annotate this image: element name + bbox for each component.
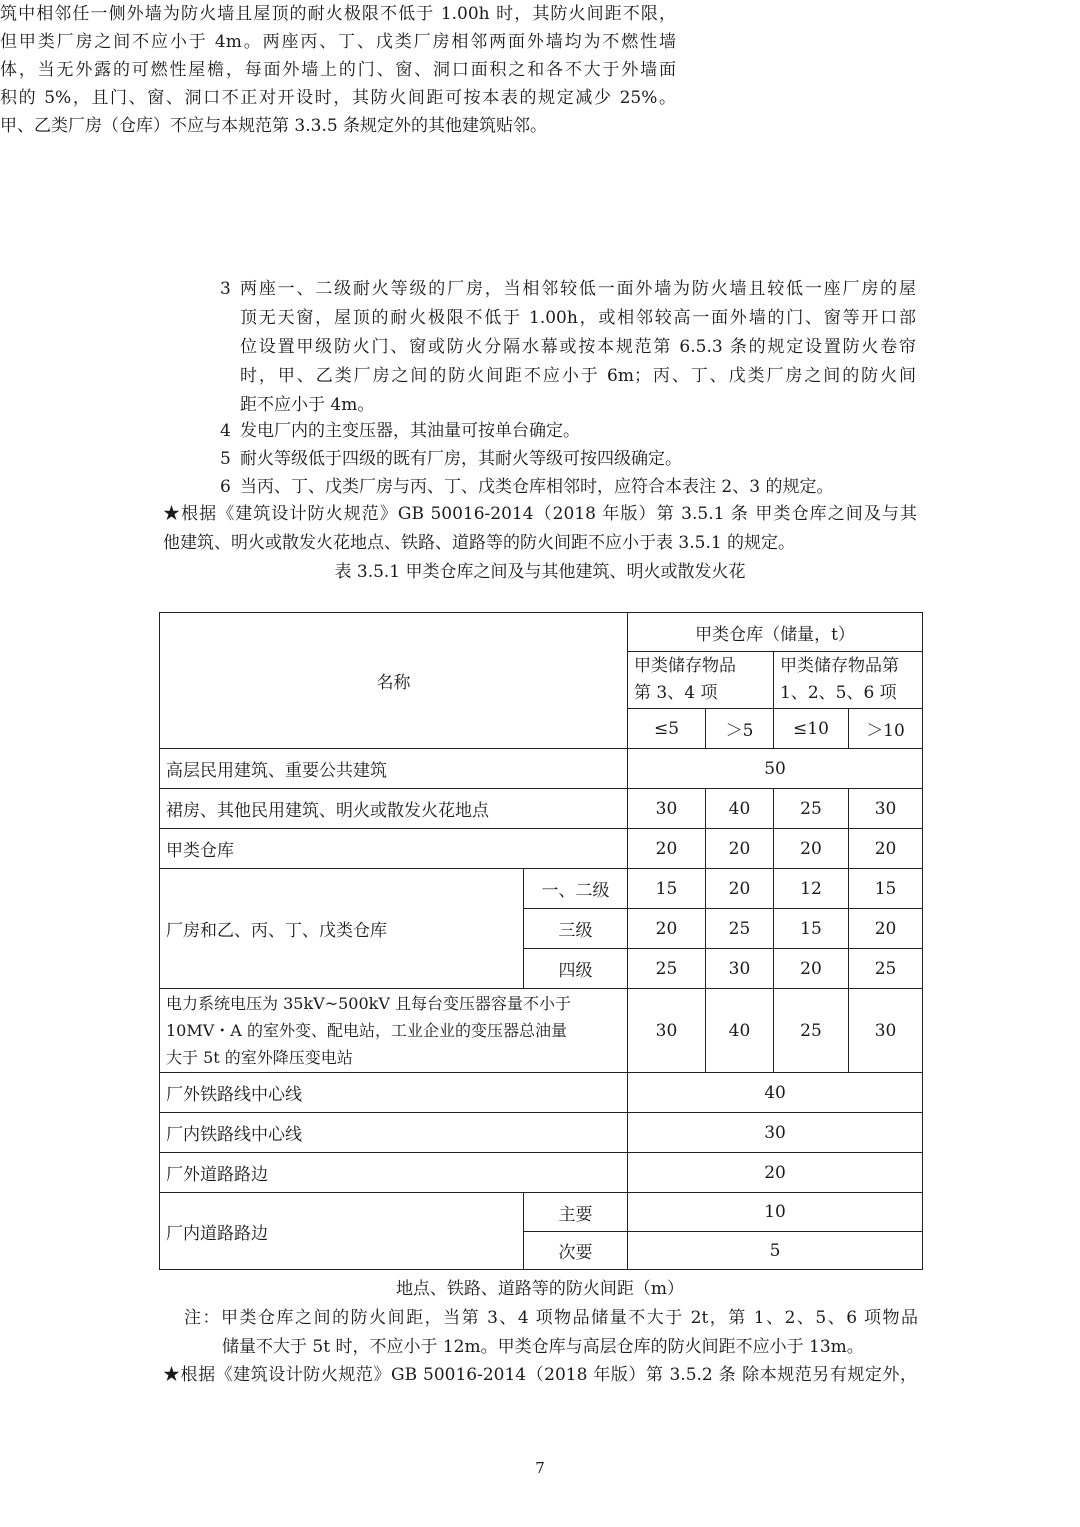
table-cell: 25 xyxy=(774,789,849,829)
text-line: 体，当无外露的可燃性屋檐，每面外墙上的门、窗、洞口面积之和各不大于外墙面 xyxy=(0,60,676,80)
sub-label: 主要 xyxy=(524,1193,628,1232)
table-cell: 20 xyxy=(706,869,774,909)
note-number: 4 xyxy=(220,421,231,441)
table-cell: 20 xyxy=(849,829,923,869)
row-label: 厂外铁路线中心线 xyxy=(160,1073,628,1113)
table-title: 表 3.5.1 甲类仓库之间及与其他建筑、明火或散发火花 xyxy=(334,562,746,582)
table-cell: 15 xyxy=(849,869,923,909)
table-footnote xyxy=(184,1304,918,1362)
text-line: 位设置甲级防火门、窗或防火分隔水幕或按本规范第 6.5.3 条的规定设置防火卷帘 xyxy=(240,337,916,357)
table-cell: 20 xyxy=(774,829,849,869)
table-cell: 30 xyxy=(849,789,923,829)
text-line: 距不应小于 4m。 xyxy=(240,395,375,415)
text-line: 发电厂内的主变压器，其油量可按单台确定。 xyxy=(240,421,580,441)
row-label: 厂房和乙、丙、丁、戊类仓库 xyxy=(160,869,524,989)
header-group-2 xyxy=(774,652,923,709)
table-cell: 5 xyxy=(628,1232,923,1270)
sub-header: ＞5 xyxy=(706,709,774,749)
header-name: 名称 xyxy=(160,613,628,749)
table-cell: 50 xyxy=(628,749,923,789)
text-line: 储量不大于 5t 时，不应小于 12m。甲类仓库与高层仓库的防火间距不应小于 13m。 xyxy=(222,1337,864,1357)
header-line: 1、2、5、6 项 xyxy=(780,683,897,703)
grade-label: 四级 xyxy=(524,949,628,989)
table-cell: 20 xyxy=(849,909,923,949)
intro-paragraph xyxy=(0,0,676,140)
row-label: 高层民用建筑、重要公共建筑 xyxy=(160,749,628,789)
header-storage: 甲类仓库（储量，t） xyxy=(628,613,923,652)
regulation-reference-2 xyxy=(163,1361,917,1390)
row-label-power xyxy=(160,989,628,1073)
table-cell: 40 xyxy=(628,1073,923,1113)
table-cell: 20 xyxy=(628,909,706,949)
row-label: 裙房、其他民用建筑、明火或散发火花地点 xyxy=(160,789,628,829)
text-line: 两座一、二级耐火等级的厂房，当相邻较低一面外墙为防火墙且较低一座厂房的屋 xyxy=(240,279,916,299)
table-cell: 15 xyxy=(774,909,849,949)
table-cell: 20 xyxy=(628,829,706,869)
table-cell: 25 xyxy=(628,949,706,989)
text-line: 当丙、丁、戊类厂房与丙、丁、戊类仓库相邻时，应符合本表注 2、3 的规定。 xyxy=(240,477,834,497)
note-number: 3 xyxy=(220,279,231,299)
header-line: 甲类储存物品第 xyxy=(780,656,899,676)
table-cell: 25 xyxy=(706,909,774,949)
grade-label: 三级 xyxy=(524,909,628,949)
text-line: 筑中相邻任一侧外墙为防火墙且屋顶的耐火极限不低于 1.00h 时，其防火间距不限， xyxy=(0,4,676,24)
table-cell: 12 xyxy=(774,869,849,909)
table-cell: 30 xyxy=(628,989,706,1073)
table-cell: 25 xyxy=(849,949,923,989)
row-label-line: 电力系统电压为 35kV~500kV 且每台变压器容量不小于 xyxy=(166,994,571,1013)
table-cell: 40 xyxy=(706,789,774,829)
text-line: 顶无天窗，屋顶的耐火极限不低于 1.00h，或相邻较高一面外墙的门、窗等开口部 xyxy=(240,308,916,328)
text-line: 他建筑、明火或散发火花地点、铁路、道路等的防火间距不应小于表 3.5.1 的规定。 xyxy=(163,533,796,553)
table-cell: 20 xyxy=(628,1153,923,1193)
table-cell: 40 xyxy=(706,989,774,1073)
table-cell: 10 xyxy=(628,1193,923,1232)
sub-header: ≤10 xyxy=(774,709,849,749)
table-cell: 30 xyxy=(706,949,774,989)
text-line: 注：甲类仓库之间的防火间距，当第 3、4 项物品储量不大于 2t，第 1、2、5、6 项物品 xyxy=(184,1308,918,1328)
text-line: ★根据《建筑设计防火规范》GB 50016-2014（2018 年版）第 3.5.2 条 除本规范另有规定外， xyxy=(163,1365,917,1385)
row-label: 厂外道路路边 xyxy=(160,1153,628,1193)
text-line: 积的 5%，且门、窗、洞口不正对开设时，其防火间距可按本表的规定减少 25%。 xyxy=(0,88,676,108)
note-number: 6 xyxy=(220,477,231,497)
text-line: 但甲类厂房之间不应小于 4m。两座丙、丁、戊类厂房相邻两面外墙均为不燃性墙 xyxy=(0,32,676,52)
page-number: 7 xyxy=(535,1459,545,1477)
text-line: 耐火等级低于四级的既有厂房，其耐火等级可按四级确定。 xyxy=(240,449,682,469)
row-label-line: 大于 5t 的室外降压变电站 xyxy=(166,1048,353,1067)
text-line: ★根据《建筑设计防火规范》GB 50016-2014（2018 年版）第 3.5.1 条 甲类仓库之间及与其 xyxy=(163,504,917,524)
sub-label: 次要 xyxy=(524,1232,628,1270)
note-number: 5 xyxy=(220,449,231,469)
header-line: 第 3、4 项 xyxy=(634,683,718,703)
text-line: 甲、乙类厂房（仓库）不应与本规范第 3.3.5 条规定外的其他建筑贴邻。 xyxy=(0,116,548,136)
row-label: 厂内道路路边 xyxy=(160,1193,524,1270)
regulation-reference xyxy=(163,500,917,558)
table-cell: 20 xyxy=(706,829,774,869)
header-group-1 xyxy=(628,652,774,709)
table-cell: 15 xyxy=(628,869,706,909)
table-cell: 30 xyxy=(849,989,923,1073)
sub-header: ＞10 xyxy=(849,709,923,749)
sub-header: ≤5 xyxy=(628,709,706,749)
row-label: 厂内铁路线中心线 xyxy=(160,1113,628,1153)
row-label-line: 10MV・A 的室外变、配电站，工业企业的变压器总油量 xyxy=(166,1021,567,1040)
fire-distance-table xyxy=(159,612,923,1270)
text-line: 时，甲、乙类厂房之间的防火间距不应小于 6m；丙、丁、戊类厂房之间的防火间 xyxy=(240,366,916,386)
header-line: 甲类储存物品 xyxy=(634,656,736,676)
table-cell: 25 xyxy=(774,989,849,1073)
grade-label: 一、二级 xyxy=(524,869,628,909)
table-cell: 30 xyxy=(628,789,706,829)
table-title-continued: 地点、铁路、道路等的防火间距（m） xyxy=(395,1279,685,1299)
table-cell: 30 xyxy=(628,1113,923,1153)
table-cell: 20 xyxy=(774,949,849,989)
row-label: 甲类仓库 xyxy=(160,829,628,869)
